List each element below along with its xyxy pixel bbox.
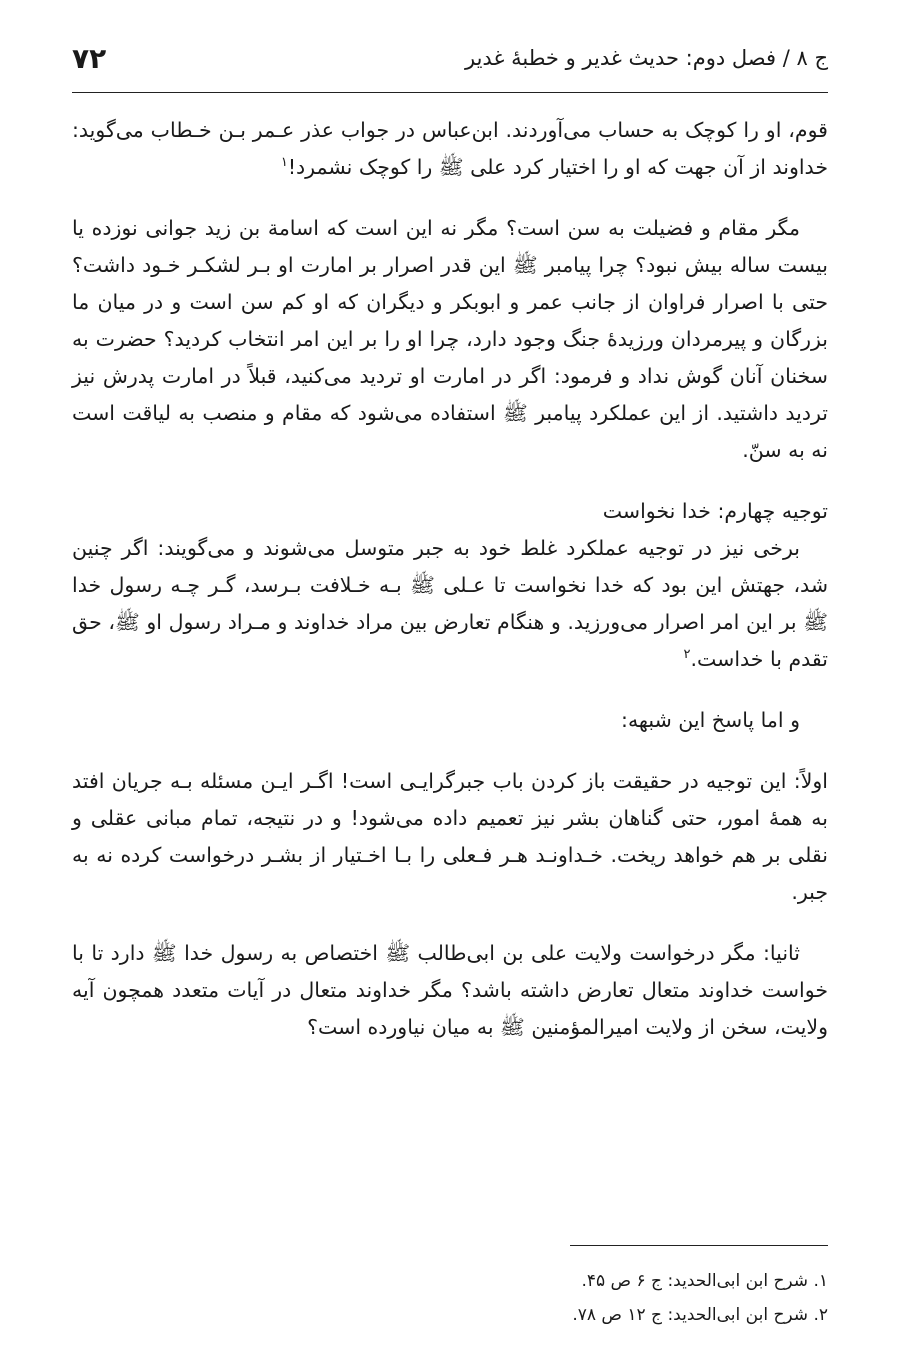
paragraph-3 [72, 530, 828, 678]
paragraph-3-text: برخی نیز در توجیه عملکرد غلط خود به جبر متوسل می‌شوند و می‌گویند: اگر چنین شد، جهتش این بود که خدا نخواست تا عـلی ﷺ بـه خـلافت بـرسد، گـر چـه رسول خدا ﷺ بر این امر اصرار می‌ورزید. و هنگام تعارض بین مراد خداوند و مـراد رسول او ﷺ، حق تقدم با خداست. [72, 536, 828, 671]
paragraph-6: ثانیا: مگر درخواست ولایت علی بن ابی‌طالب ﷺ اختصاص به رسول خدا ﷺ دارد تا با خواست خداوند متعال تعارض داشته باشد؟ مگر خداوند متعال در آیات متعدد همچون آیه ولایت، سخن از ولایت امیرالمؤمنین ﷺ به میان نیاورده است؟ [72, 941, 828, 1039]
footnote-1: ۱. شرح ابن ابی‌الحدید: ج ۶ ص ۴۵. [581, 1271, 828, 1291]
page-header [72, 34, 828, 82]
footnote-ref-2[interactable]: ۲ [683, 647, 691, 663]
page-number: ۷۲ [72, 41, 107, 75]
paragraph-2: مگر مقام و فضیلت به سن است؟ مگر نه این است که اسامة بن زید جوانی نوزده یا بیست ساله بیش نبود؟ چرا پیامبر ﷺ این قدر اصرار بر امارت او بـر لشکـر خـود داشت؟ حتی با اصرار فراوان از جانب عمر و ابوبکر و دیگران که او کم سن است و در میان ما بزرگان و پیرمردان ورزیدهٔ جنگ وجود دارد، چرا او را بر این امر انتخاب کردید؟ حضرت به سخنان آنان گوش نداد و فرمود: اگر در امارت او تردید می‌کنید، قبلاً در امارت پدرش نیز تردید داشتید. از این عملکرد پیامبر ﷺ استفاده می‌شود که مقام و منصب به لیاقت است نه به سنّ. [72, 216, 828, 462]
paragraph-1-text: قوم، او را کوچک به حساب می‌آوردند. ابن‌عباس در جواب عذر عـمر بـن خـطاب می‌گوید: خداوند از آن جهت که او را اختیار کرد علی ﷺ را کوچک نشمرد! [72, 118, 828, 179]
footnote-ref-1[interactable]: ۱ [280, 155, 288, 171]
running-title: ج ۸ / فصل دوم: حدیث غدیر و خطبهٔ غدیر [464, 46, 828, 70]
paragraph-5: اولاً: این توجیه در حقیقت باز کردن باب جبرگرایـی است! اگـر ایـن مسئله بـه جریان افتد به همهٔ امور، حتی گناهان بشر نیز تعمیم داده می‌شود! و در نتیجه، تمام مبانی عقلی و نقلی بر هم خواهد ریخت. خـداونـد هـر فـعلی را بـا اخـتیار از بشـر درخواست کرده نه به جبر. [72, 769, 828, 904]
section-heading-4: توجیه چهارم: خدا نخواست [602, 499, 828, 523]
paragraph-1 [72, 112, 828, 186]
header-divider [72, 92, 828, 93]
paragraph-4: و اما پاسخ این شبهه: [621, 708, 800, 732]
footnotes [72, 1264, 828, 1332]
footnote-divider [570, 1245, 828, 1246]
footnote-2: ۲. شرح ابن ابی‌الحدید: ج ۱۲ ص ۷۸. [572, 1305, 828, 1325]
main-text [72, 112, 828, 1046]
